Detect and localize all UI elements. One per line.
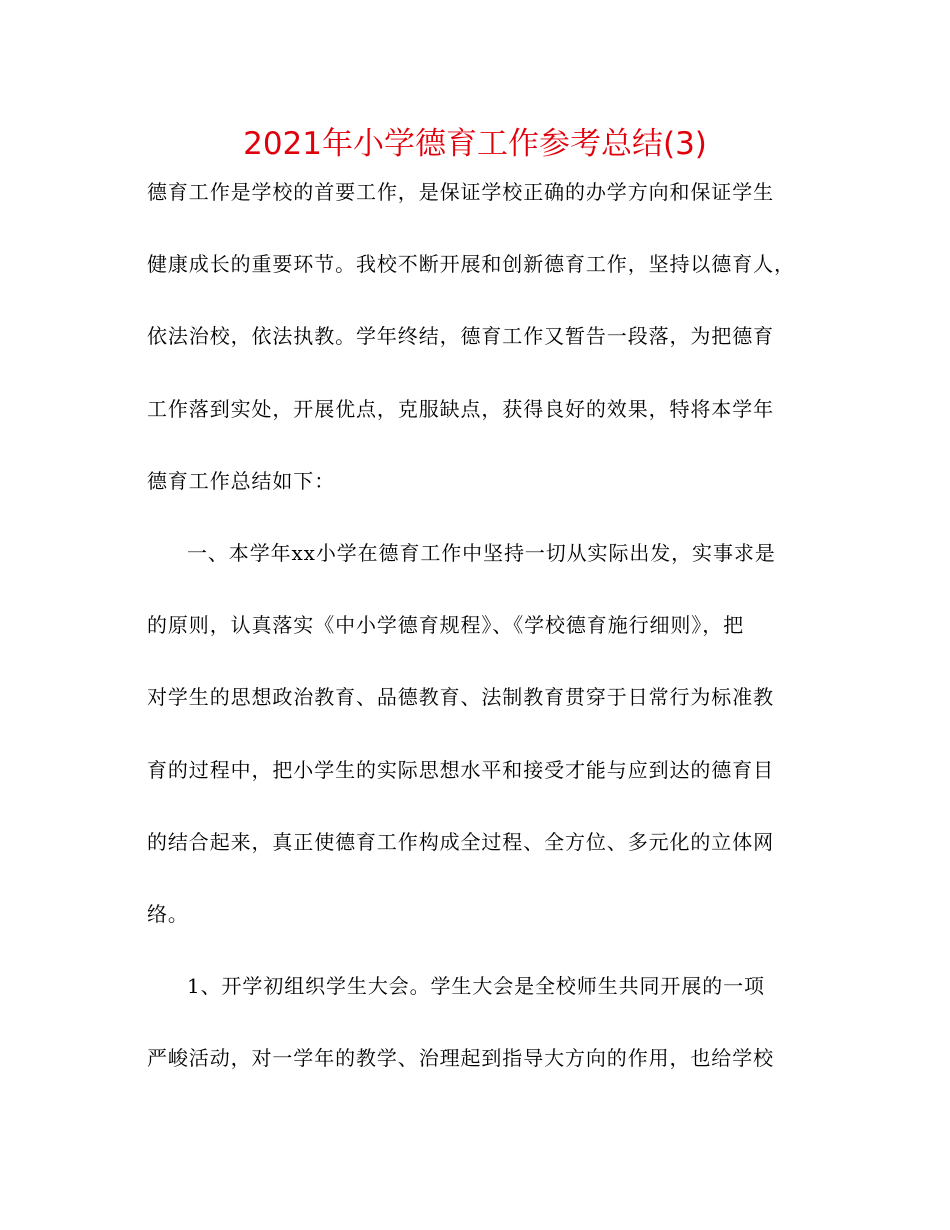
text-line: 络。 <box>147 901 189 926</box>
text-line: 的结合起来，真正使德育工作构成全过程、全方位、多元化的立体网 <box>147 829 774 854</box>
text-line: 严峻活动，对一学年的教学、治理起到指导大方向的作用，也给学校 <box>147 1046 774 1071</box>
text-line: 健康成长的重要环节。我校不断开展和创新德育工作，坚持以德育人， <box>147 252 795 277</box>
text-line: 一、本学年xx小学在德育工作中坚持一切从实际出发，实事求是 <box>187 540 776 565</box>
text-line: 依法治校，依法执教。学年终结，德育工作又暂告一段落，为把德育 <box>147 324 774 349</box>
text-line: 1、开学初组织学生大会。学生大会是全校师生共同开展的一项 <box>187 974 765 999</box>
document-body <box>147 172 812 1110</box>
text-line: 德育工作是学校的首要工作，是保证学校正确的办学方向和保证学生 <box>147 180 774 204</box>
text-line: 的原则，认真落实《中小学德育规程》、《学校德育施行细则》，把 <box>147 613 744 638</box>
document-title: 2021年小学德育工作参考总结(3) <box>243 126 707 162</box>
text-line: 工作落到实处，开展优点，克服缺点，获得良好的效果，特将本学年 <box>147 396 774 421</box>
text-line: 育的过程中，把小学生的实际思想水平和接受才能与应到达的德育目 <box>147 757 774 782</box>
text-line: 对学生的思想政治教育、品德教育、法制教育贯穿于日常行为标准教 <box>147 685 774 710</box>
text-line: 德育工作总结如下： <box>147 468 336 493</box>
